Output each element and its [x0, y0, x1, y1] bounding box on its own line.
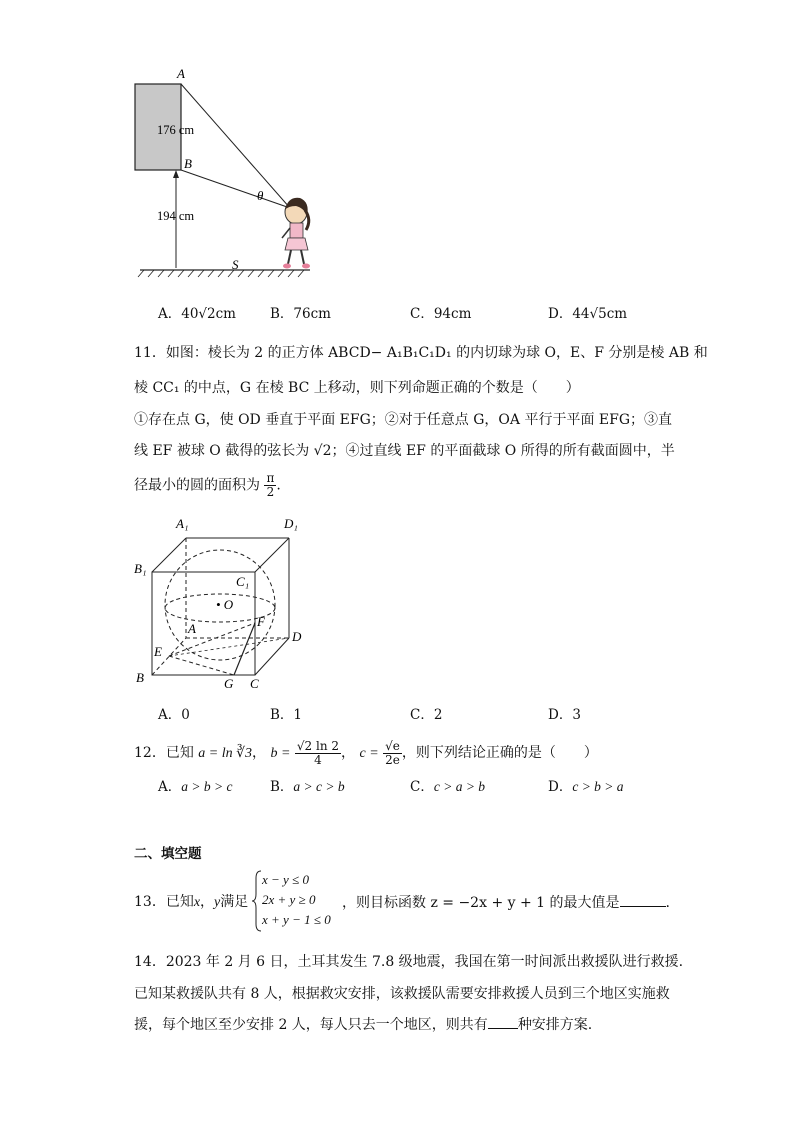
- arrow-head-up: [173, 170, 179, 178]
- q11-line4: 线 EF 被球 O 截得的弦长为 √2；④过直线 EF 的平面截球 O 所得的所有截面圆中，半: [134, 443, 675, 459]
- q10-option-d: D．44√5cm: [548, 306, 628, 322]
- q11-option-d: D．3: [548, 707, 581, 723]
- q12-option-c: C．c > a > b: [410, 779, 486, 795]
- label-c1: C₁: [236, 574, 250, 589]
- q12-option-b: B．a > c > b: [270, 779, 345, 795]
- label-d1: D₁: [284, 516, 298, 531]
- ground-hatch: [138, 270, 304, 277]
- constraint-system: [262, 870, 331, 930]
- dim-top: 176 cm: [157, 123, 195, 137]
- q14-line2: 已知某救援队共有 8 人，根据救灾安排，该救援队需要安排救援人员到三个地区实施救: [134, 986, 670, 1002]
- constraint-3: x + y − 1 ≤ 0: [262, 912, 331, 927]
- q11-line5: 径最小的圆的面积为 $\frac{\pi}{2}$ .: [134, 471, 281, 499]
- figure-wall-angle: [120, 60, 340, 285]
- label-e: E: [154, 644, 162, 659]
- q11-option-c: C．2: [410, 707, 443, 723]
- cube-figure: [130, 510, 320, 695]
- label-g: G: [224, 676, 234, 691]
- q12-option-d: D．c > b > a: [548, 779, 624, 795]
- label-theta: θ: [257, 188, 264, 203]
- pi-over-2-fraction: $\frac{\pi}{2}$: [266, 471, 275, 499]
- system-brace: [252, 870, 262, 932]
- q10-option-a: A．40√2cm: [158, 306, 236, 322]
- label-o: • O: [216, 597, 234, 612]
- q12-option-a: A．a > b > c: [158, 779, 233, 795]
- q14-answer-blank[interactable]: [488, 1014, 518, 1029]
- b-fraction: $\frac{√2 \ln 2}{4}$: [296, 738, 340, 767]
- q11-option-b: B．1: [270, 707, 303, 723]
- label-a: A: [177, 66, 185, 81]
- q11-line2: 棱 CC₁ 的中点，G 在棱 BC 上移动，则下列命题正确的个数是（ ）: [134, 380, 580, 396]
- q14-line3: 援，每个地区至少安排 2 人，每人只去一个地区，则共有 种安排方案.: [134, 1014, 592, 1035]
- label-c: C: [250, 676, 259, 691]
- constraint-1: x − y ≤ 0: [262, 872, 309, 887]
- label-b: B: [136, 670, 144, 685]
- label-b1: B₁: [134, 561, 147, 576]
- girl-figure: [282, 198, 310, 269]
- q11-line3: ①存在点 G，使 OD 垂直于平面 EFG；②对于任意点 G，OA 平行于平面 EFG；③直: [134, 412, 673, 428]
- q10-option-b: B．76cm: [270, 306, 331, 322]
- label-a1: A₁: [176, 516, 189, 531]
- q13-stem-suffix: ，则目标函数 z = −2x + y + 1 的最大值是 .: [342, 892, 670, 913]
- q12-stem: 12．已知 a = ln ∛3， b = $\frac{√2 \ln 2}{4}$ ， c = $\frac{√e}{2e}$ ，则下列结论正确的是（ ）: [134, 738, 598, 767]
- label-d: D: [292, 629, 302, 644]
- q11-line1: 11．如图：棱长为 2 的正方体 ABCD− A₁B₁C₁D₁ 的内切球为球 O，E、F 分别是棱 AB 和: [134, 345, 708, 361]
- q13-stem-prefix: 13．已知x，y满足: [134, 894, 249, 910]
- label-f: F: [257, 614, 265, 629]
- label-s: S: [232, 257, 239, 272]
- label-b: B: [184, 156, 192, 171]
- q14-line1: 14．2023 年 2 月 6 日，土耳其发生 7.8 级地震，我国在第一时间派出救援队进行救援.: [134, 954, 684, 970]
- q13-answer-blank[interactable]: [620, 892, 666, 907]
- q10-option-c: C．94cm: [410, 306, 472, 322]
- dim-bottom: 194 cm: [157, 209, 195, 223]
- section-title: 二、填空题: [134, 846, 202, 862]
- label-a: A: [188, 621, 196, 636]
- c-fraction: $\frac{√e}{2e}$: [385, 738, 400, 767]
- q11-option-a: A．0: [158, 707, 190, 723]
- constraint-2: 2x + y ≥ 0: [262, 892, 316, 907]
